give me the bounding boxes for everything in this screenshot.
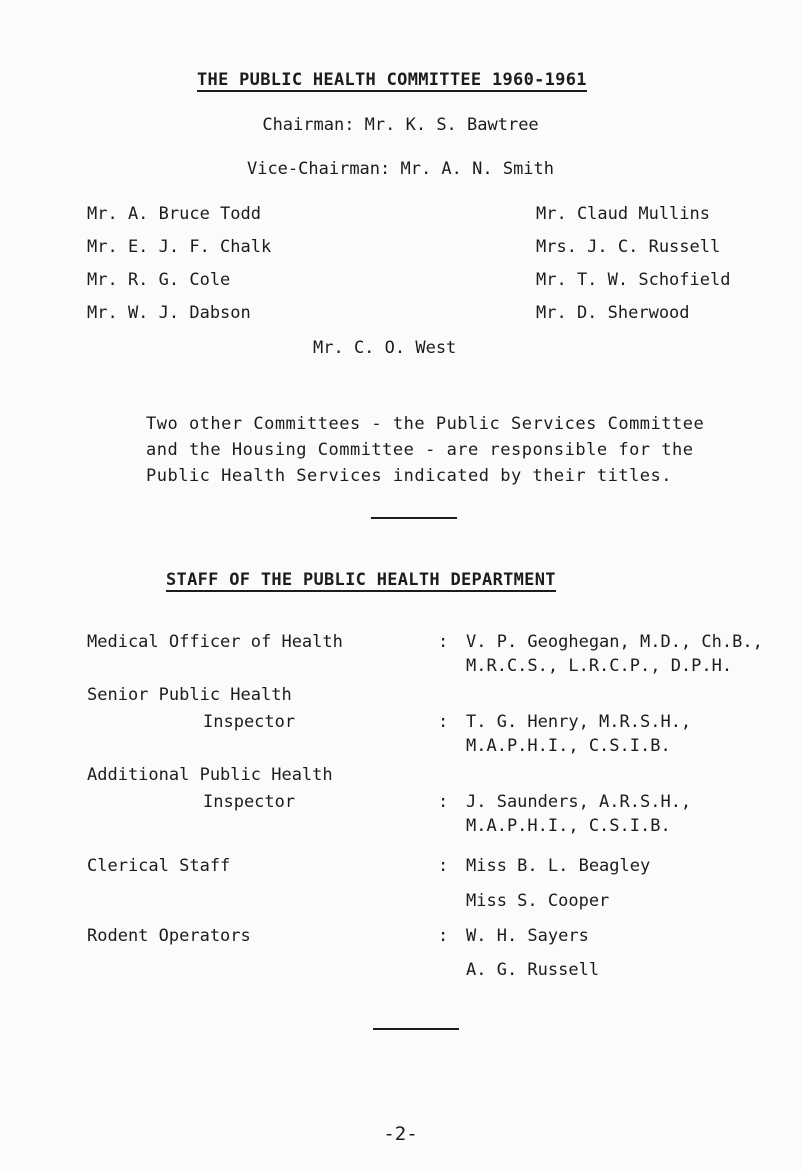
role-senior-inspector: Senior Public Health [87, 685, 292, 705]
name-line: W. H. Sayers [466, 926, 589, 946]
committee-title: THE PUBLIC HEALTH COMMITTEE 1960-1961 [197, 70, 587, 90]
colon: : [438, 926, 449, 946]
member-right-2: Mrs. J. C. Russell [536, 237, 721, 257]
divider-rule [371, 517, 457, 519]
name-line: T. G. Henry, M.R.S.H., [466, 712, 692, 732]
member-right-4: Mr. D. Sherwood [536, 303, 690, 323]
note-line-3: Public Health Services indicated by their titles. [146, 466, 673, 486]
name-line: V. P. Geoghegan, M.D., Ch.B., [466, 632, 763, 652]
role-medical-officer: Medical Officer of Health [87, 632, 343, 652]
role-clerical-staff: Clerical Staff [87, 856, 231, 876]
vice-chairman-line: Vice-Chairman: Mr. A. N. Smith [246, 159, 555, 179]
name-line: Miss S. Cooper [466, 891, 610, 911]
member-right-1: Mr. Claud Mullins [536, 204, 710, 224]
role-additional-inspector: Additional Public Health [87, 765, 333, 785]
colon: : [438, 856, 449, 876]
note-line-2: and the Housing Committee - are responsible for the [146, 440, 694, 460]
member-left-4: Mr. W. J. Dabson [87, 303, 251, 323]
member-right-3: Mr. T. W. Schofield [536, 270, 731, 290]
role-additional-inspector-2: Inspector [203, 792, 296, 812]
name-line: Miss B. L. Beagley [466, 856, 651, 876]
member-center: Mr. C. O. West [313, 338, 457, 358]
bottom-divider-rule [373, 1028, 459, 1030]
colon: : [438, 792, 449, 812]
name-line: M.A.P.H.I., C.S.I.B. [466, 816, 671, 836]
name-line: J. Saunders, A.R.S.H., [466, 792, 692, 812]
name-line: M.A.P.H.I., C.S.I.B. [466, 736, 671, 756]
member-left-1: Mr. A. Bruce Todd [87, 204, 261, 224]
name-line: M.R.C.S., L.R.C.P., D.P.H. [466, 656, 733, 676]
colon: : [438, 712, 449, 732]
role-senior-inspector-2: Inspector [203, 712, 296, 732]
staff-title: STAFF OF THE PUBLIC HEALTH DEPARTMENT [166, 570, 556, 590]
role-rodent-operators: Rodent Operators [87, 926, 251, 946]
colon: : [438, 632, 449, 652]
page-number: -2- [383, 1123, 418, 1145]
note-line-1: Two other Committees - the Public Services Committee [146, 414, 705, 434]
name-line: A. G. Russell [466, 960, 600, 980]
chairman-line: Chairman: Mr. K. S. Bawtree [262, 115, 539, 135]
member-left-3: Mr. R. G. Cole [87, 270, 231, 290]
member-left-2: Mr. E. J. F. Chalk [87, 237, 272, 257]
